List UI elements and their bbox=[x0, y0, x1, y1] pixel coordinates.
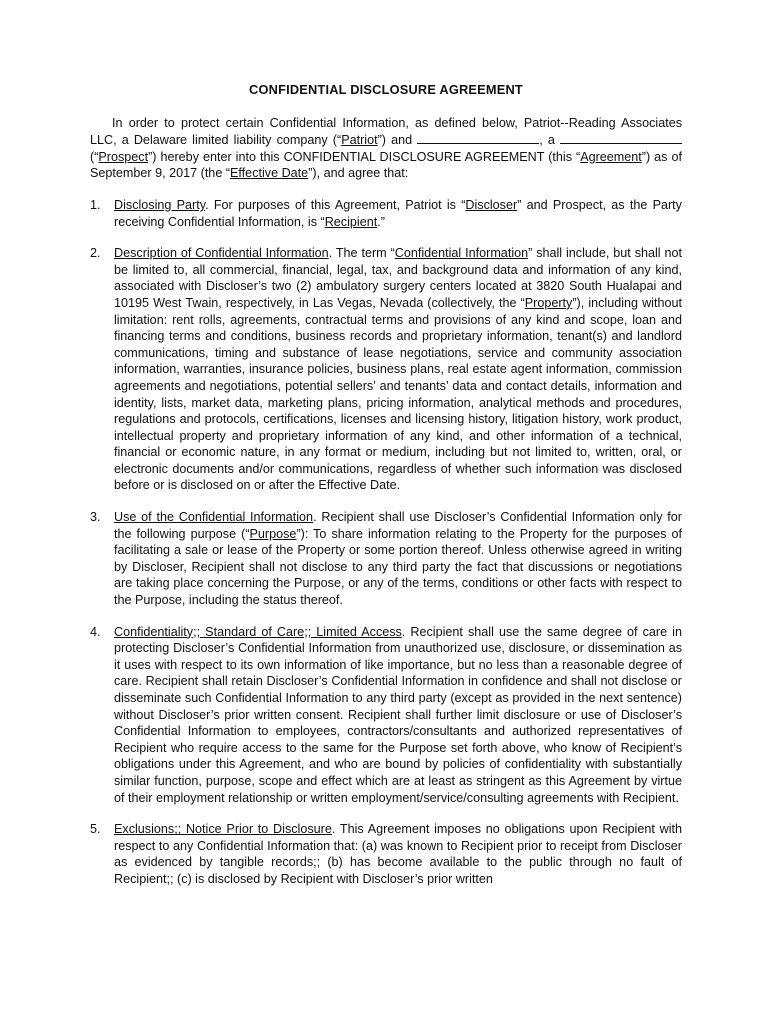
blank-line-party-type bbox=[560, 131, 682, 144]
clause-text: ” shall include, but shall not be limited to, all commercial, financial, legal, tax, and background data and information of any kind, associated with Discloser’s two (2) ambulatory surgery centers located at 3820 South Hualapai and 10195 West Twain, respectively, in Las Vegas, Nevada (collectively, the “ bbox=[114, 246, 682, 310]
clause-number: 1. bbox=[90, 197, 101, 212]
clause-text: ”), including without limitation: rent rolls, agreements, contractual terms and provisions of any kind and scope, loan and financing terms and conditions, business records and proprietary information, tenant(s) and landlord communications, timing and substance of lease negotiations, service and community association information, warranties, insurance policies, business plans, real estate agent information, commission agreements and negotiations, potential sellers’ and tenants’ data and contact details, information and identity, lists, market data, marketing plans, pricing information, analytical methods and procedures, regulations and protocols, certifications, licenses and licensing history, litigation history, work product, intellectual property and proprietary information of any kind, and other information of a technical, financial or economic nature, in any format or medium, including but not limited to, written, oral, or electronic documents and/or communications, regardless of whether such information was disclosed before or is disclosed on or after the Effective Date. bbox=[114, 295, 682, 493]
defined-term-patriot: Patriot bbox=[341, 133, 378, 148]
clause-text: . This Agreement imposes no obligations upon Recipient with respect to any Confidential Information that: (a) was known to Recipient prior to receipt from Discloser as evidenced by tangible records;; (b) has become available to the public through no fault of Recipient;; (c) is disclosed by Recipient with Discloser’s prior written bbox=[114, 822, 682, 886]
defined-term-confidential-information: Confidential Information bbox=[394, 246, 529, 261]
clause-heading: Use of the Confidential Information bbox=[114, 510, 314, 525]
document-page bbox=[90, 82, 682, 903]
blank-line-party-name bbox=[417, 131, 539, 144]
intro-text: ”) hereby enter into this CONFIDENTIAL DISCLOSURE AGREEMENT (this “ bbox=[148, 149, 581, 164]
clause-heading: Disclosing Party bbox=[114, 197, 206, 212]
clause-text: . For purposes of this Agreement, Patriot is “ bbox=[205, 197, 466, 212]
clause-text: .” bbox=[377, 214, 385, 229]
clause-text: ”): To share information relating to the Property for the purposes of facilitating a sale or lease of the Property or some portion thereof. Unless otherwise agreed in writing by Discloser, Recipient shall not disclose to any third party the fact that discussions or negotiations are taking place concerning the Purpose, or any of the terms, conditions or other facts with respect to the Purpose, including the status thereof. bbox=[114, 526, 682, 608]
clause-5 bbox=[90, 821, 682, 887]
clause-text: . Recipient shall use Discloser’s Confidential Information only for the following purpose (“ bbox=[114, 510, 682, 541]
clause-heading: Confidentiality;; Standard of Care;; Limited Access bbox=[114, 624, 402, 639]
clause-number: 3. bbox=[90, 510, 101, 525]
clause-2 bbox=[90, 245, 682, 494]
defined-term-prospect: Prospect bbox=[98, 149, 149, 164]
intro-text: In order to protect certain Confidential Information, as defined below, Patriot--Reading Associates LLC, a Delaware limited liability company (“ bbox=[90, 115, 682, 148]
intro-text: ”) and bbox=[377, 133, 418, 148]
defined-term-purpose: Purpose bbox=[249, 526, 297, 541]
clause-number: 2. bbox=[90, 246, 101, 261]
clause-number: 4. bbox=[90, 624, 101, 639]
defined-term-recipient: Recipient bbox=[324, 214, 378, 229]
intro-text: , a bbox=[539, 133, 560, 148]
clause-3 bbox=[90, 509, 682, 609]
clause-text: ” and Prospect, as the Party receiving Confidential Information, is “ bbox=[114, 197, 682, 229]
intro-text: ”) as of September 9, 2017 (the “ bbox=[90, 149, 682, 181]
clause-heading: Description of Confidential Information bbox=[114, 246, 329, 261]
defined-term-discloser: Discloser bbox=[465, 197, 518, 212]
defined-term-agreement: Agreement bbox=[580, 149, 642, 164]
intro-text: ”), and agree that: bbox=[308, 166, 409, 181]
clause-number: 5. bbox=[90, 822, 101, 837]
clause-4 bbox=[90, 624, 682, 807]
document-title: CONFIDENTIAL DISCLOSURE AGREEMENT bbox=[249, 82, 523, 97]
defined-term-effective-date: Effective Date bbox=[230, 166, 309, 181]
intro-text: (“ bbox=[90, 149, 99, 164]
clause-text: . Recipient shall use the same degree of care in protecting Discloser’s Confidential Information from unauthorized use, disclosure, or dissemination as it uses with respect to its own information of like importance, but no less than a reasonable degree of care. Recipient shall retain Discloser’s Confidential Information in confidence and shall not disclose or disseminate such Confidential Information to any third party (except as provided in the next sentence) without Discloser’s prior written consent. Recipient shall further limit disclosure or use of Discloser’s Confidential Information to employees, contractors/consultants and authorized representatives of Recipient who require access to the same for the Purpose set forth above, who know of Recipient’s obligations under this Agreement, and who are bound by policies of confidentiality with substantially similar function, purpose, scope and effect which are at least as stringent as this Agreement by virtue of their employment relationship or written employment/service/consulting agreements with Recipient. bbox=[114, 624, 682, 805]
clause-1 bbox=[90, 197, 682, 230]
clause-text: . The term “ bbox=[328, 246, 395, 261]
clause-heading: Exclusions;; Notice Prior to Disclosure bbox=[114, 822, 332, 837]
defined-term-property: Property bbox=[524, 295, 573, 310]
intro-paragraph bbox=[90, 115, 682, 182]
